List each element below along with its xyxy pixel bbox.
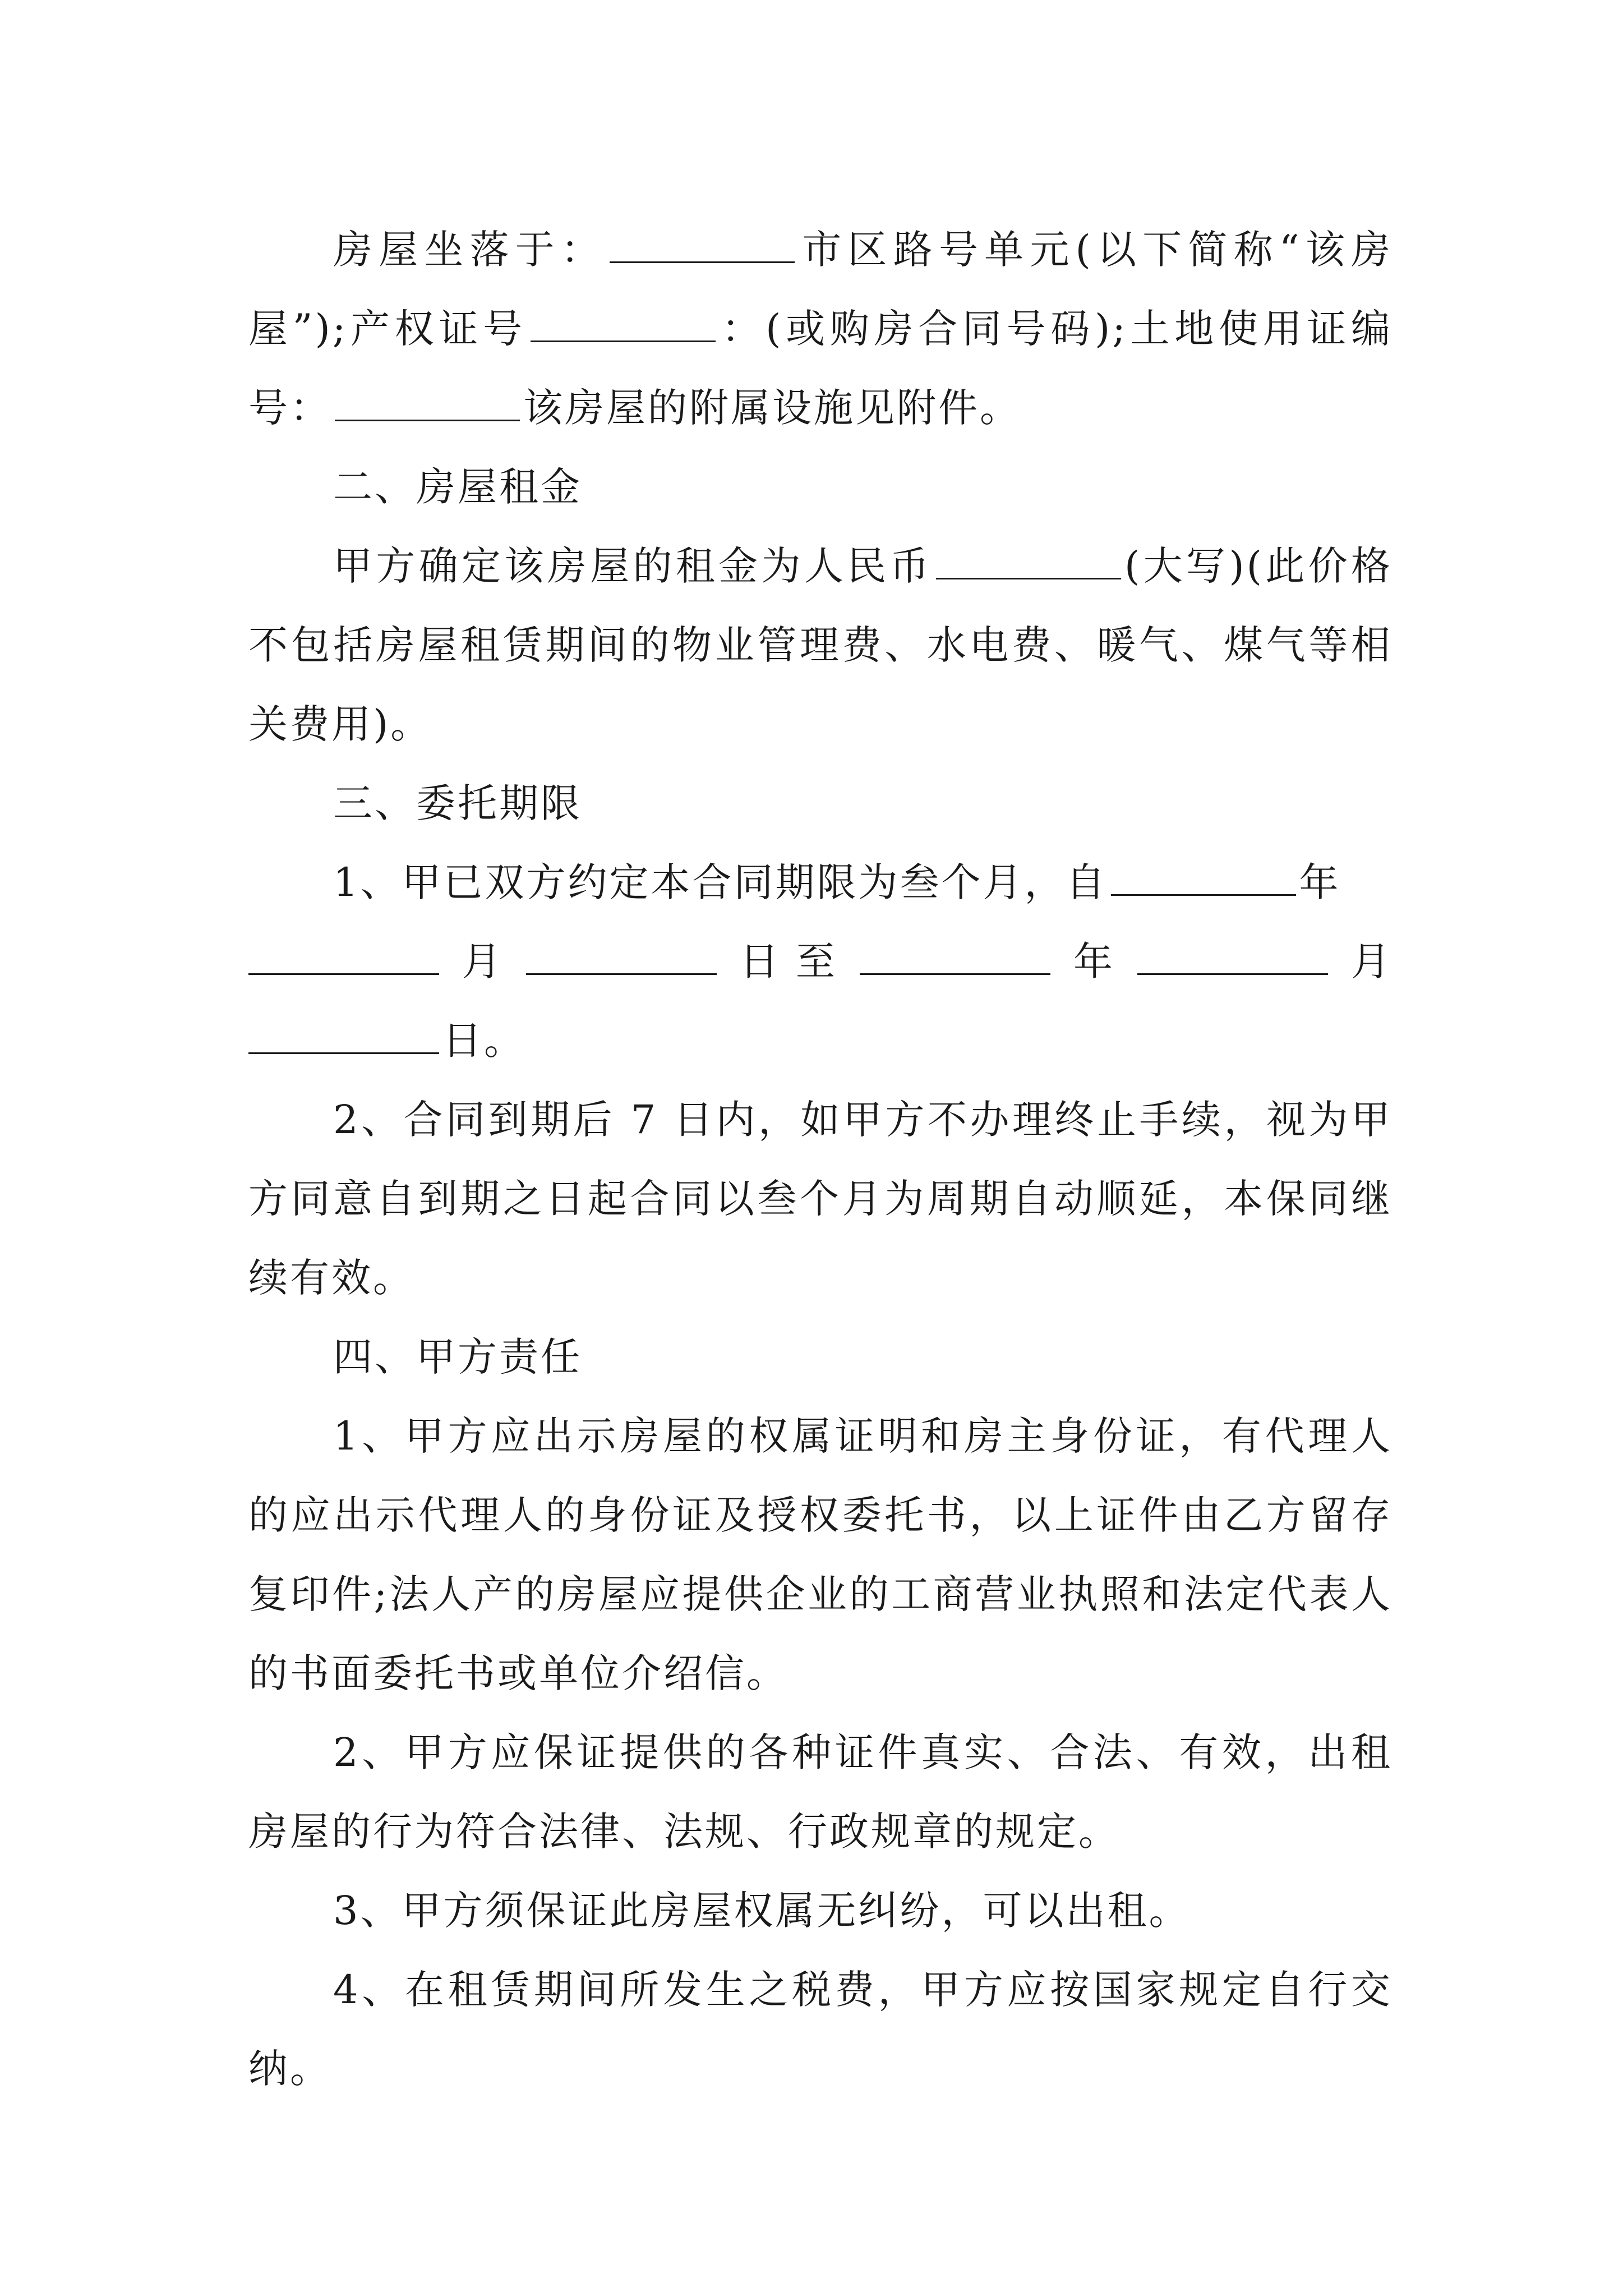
year-label-2: 年 bbox=[1073, 938, 1115, 984]
start-year-blank bbox=[1111, 861, 1296, 896]
land-cert-text: ：(或购房合同号码);土地使用证编号： bbox=[248, 306, 1393, 431]
term-date-row bbox=[248, 922, 1393, 1001]
land-cert-blank bbox=[335, 386, 520, 421]
section-heading-rent: 二、房屋租金 bbox=[333, 464, 582, 510]
start-month-blank bbox=[248, 940, 439, 975]
property-location-paragraph bbox=[248, 210, 1393, 448]
party-a-duty-3: 3、甲方须保证此房屋权属无纠纷，可以出租。 bbox=[333, 1888, 1191, 1934]
rent-note: (大写)(此价格不包括房屋租赁期间的物业管理费、水电费、暖气、煤气等相关费用)。 bbox=[248, 543, 1393, 747]
term-text: 1、甲已双方约定本合同期限为叁个月，自 bbox=[333, 859, 1108, 905]
end-year-blank bbox=[860, 940, 1050, 975]
party-a-duty-1: 1、甲方应出示房屋的权属证明和房主身份证，有代理人的应出示代理人的身份证及授权委托书，以上证件由乙方留存复印件;法人产的房屋应提供企业的工商营业执照和法定代表人的书面委托书或单位介绍信。 bbox=[248, 1413, 1393, 1696]
location-blank bbox=[610, 228, 795, 263]
term-end-day-line bbox=[248, 1001, 1393, 1080]
location-text: 市区路号单元(以下简称“该房屋”);产权证号 bbox=[248, 227, 1393, 352]
rent-amount-blank bbox=[936, 544, 1121, 579]
end-day-blank bbox=[248, 1019, 439, 1054]
month-label-2: 月 bbox=[1350, 938, 1393, 984]
rent-label: 甲方确定该房屋的租金为人民币 bbox=[333, 543, 933, 589]
document-body bbox=[248, 210, 1393, 2109]
party-a-duty-4: 4、在租赁期间所发生之税费，甲方应按国家规定自行交纳。 bbox=[248, 1967, 1393, 2092]
day-label: 日。 bbox=[442, 1018, 525, 1064]
section-heading-term: 三、委托期限 bbox=[333, 780, 582, 826]
term-paragraph-line1 bbox=[248, 843, 1393, 922]
party-a-duty-2: 2、甲方应保证提供的各种证件真实、合法、有效，出租房屋的行为符合法律、法规、行政规章的规定。 bbox=[248, 1729, 1393, 1855]
location-label: 房屋坐落于： bbox=[333, 227, 607, 273]
day-to-label: 日 至 bbox=[739, 938, 837, 984]
property-cert-blank bbox=[531, 307, 716, 342]
section-heading-party-a: 四、甲方责任 bbox=[333, 1334, 582, 1380]
year-label-1: 年 bbox=[1299, 859, 1341, 905]
end-month-blank bbox=[1137, 940, 1328, 975]
rent-paragraph bbox=[248, 527, 1393, 764]
month-label-1: 月 bbox=[462, 938, 504, 984]
auto-renewal-paragraph: 2、合同到期后 7 日内，如甲方不办理终止手续，视为甲方同意自到期之日起合同以叁个月为周期自动顺延，本保同继续有效。 bbox=[248, 1097, 1393, 1301]
facilities-text: 该房屋的附属设施见附件。 bbox=[523, 385, 1021, 431]
start-day-blank bbox=[526, 940, 717, 975]
